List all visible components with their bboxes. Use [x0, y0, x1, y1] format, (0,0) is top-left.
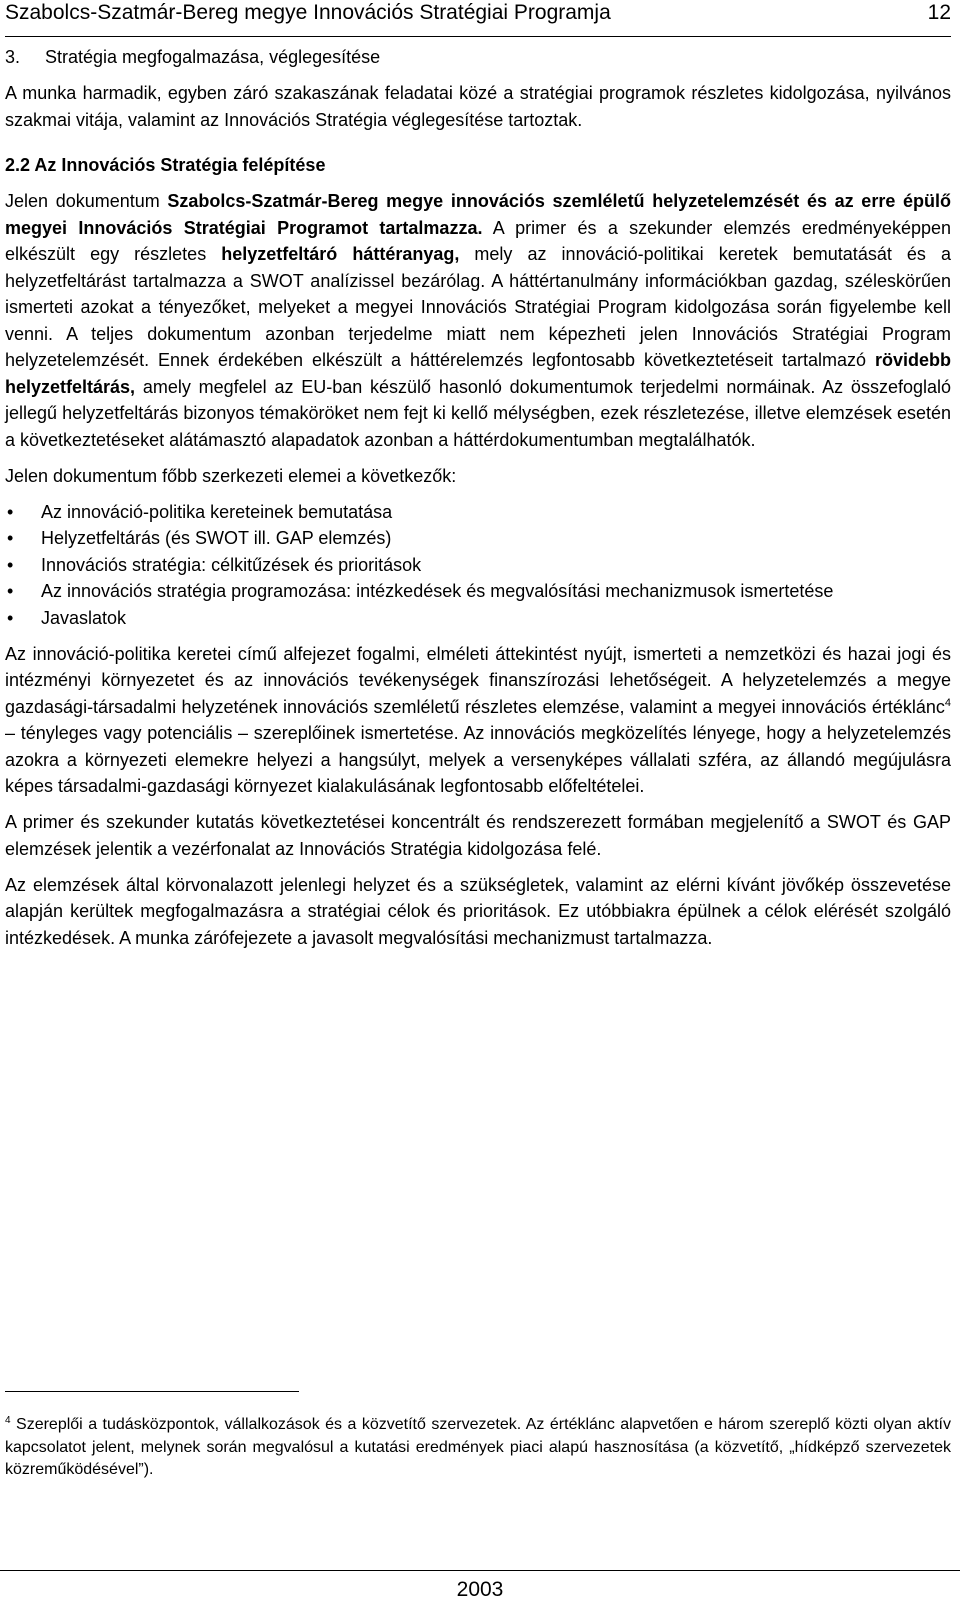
list-intro: Jelen dokumentum főbb szerkezeti elemei a következők: — [5, 465, 457, 486]
footnote — [5, 1414, 951, 1482]
list-item-text: Helyzetfeltárás (és SWOT ill. GAP elemzés) — [41, 528, 392, 548]
list-item — [5, 552, 951, 579]
list-item-text: Javaslatok — [41, 607, 127, 628]
list-item-text: Az innovációs stratégia programozása: intézkedések és megvalósítási mechanizmusok ismertetése — [41, 581, 834, 601]
p2-text-b: – tényleges vagy potenciális – szereplőinek ismertetése. Az innovációs megközelítés lényege, hogy a helyzetelemzés azokra a környezeti elemekre helyezi a hangsúlyt, melyek a versenyképes vállalati szféra, az állandó megújulásra képes társadalmi-gazdasági környezet kialakulásának legfontosabb előfeltételei. — [5, 723, 951, 796]
p1-text-4: amely megfelel az EU-ban készülő hasonló dokumentumok terjedelmi normáinak. Az összefoglaló jellegű helyzetfeltárás bizonyos témaköröket nem fejt ki kellő mélységben, ezek részletezése, illetve elemzések esetén a következtetéseket alátámasztó alapadatok azonban a háttérdokumentumban megtalálhatók. — [5, 376, 951, 450]
list-item — [5, 525, 951, 552]
page-footer — [0, 1570, 960, 1601]
bullet-icon: • — [7, 528, 14, 548]
page-content — [5, 44, 951, 951]
list-item-text: Az innováció-politika kereteinek bemutatása — [41, 501, 393, 522]
swot-paragraph: A primer és szekunder kutatás következtetései koncentrált és rendszerezett formában megjelenítő a SWOT és GAP elemzések jelentik a vezérfonalat az Innovációs Stratégia kidolgozása felé. — [5, 812, 951, 859]
section-3-number: 3. — [5, 47, 21, 67]
footer-year: 2003 — [456, 1578, 504, 1601]
structure-list — [5, 499, 951, 632]
list-item — [5, 499, 951, 526]
footnote-text: Szereplői a tudásközpontok, vállalkozások és a közvetítő szervezetek. Az értéklánc alapvetően e három szereplő közti olyan aktív kapcsolatot jelent, melynek során megvalósul a kutatási eredmények piaci alapú hasznosítása (a közvetítő, „hídképző szervezetek közreműködésével”). — [5, 1416, 951, 1478]
p1-bold-1: Szabolcs-Szatmár-Bereg megye innovációs szemléletű helyzetelemzését és az erre épülő megyei Innovációs Stratégiai Programot tartalmazza. — [5, 191, 951, 238]
list-item — [5, 605, 951, 632]
footnote-number: 4 — [5, 1415, 11, 1426]
p1-text-2: A primer és a szekunder elemzés eredményeképpen elkészült egy részletes — [5, 217, 951, 264]
p1-bold-2: helyzetfeltáró háttéranyag, — [221, 244, 460, 264]
footnote-reference[interactable]: 4 — [944, 696, 951, 709]
p2-text-a: Az innováció-politika keretei című alfejezet fogalmi, elméleti áttekintést nyújt, ismerteti a nemzetközi és hazai jogi és intézményi környezetet és az innovációs tevékenységek finanszírozási lehetőségeit. A helyzetelemzés a megye gazdasági-társadalmi helyzetének innovációs szemléletű részletes elemzése, valamint a megyei innovációs értéklánc — [5, 643, 951, 717]
p1-text-1: Jelen dokumentum — [5, 191, 168, 211]
list-item — [5, 578, 951, 605]
section-2-2-heading: 2.2 Az Innovációs Stratégia felépítése — [5, 155, 326, 175]
page-header — [5, 0, 951, 37]
footnote-separator — [5, 1391, 299, 1392]
section-3-title: Stratégia megfogalmazása, véglegesítése — [45, 47, 381, 67]
bullet-icon: • — [7, 607, 14, 628]
framework-paragraph — [5, 641, 951, 800]
bullet-icon: • — [7, 581, 14, 601]
structure-paragraph — [5, 188, 951, 453]
p1-text-3: mely az innováció-politikai keretek bemutatását és a helyzetfeltárást tartalmazza a SWOT analízissel bezárólag. A háttértanulmány információkban gazdag, széleskörűen ismerteti azokat a tényezőket, melyeket a megyei Innovációs Stratégiai Program kidolgozása során figyelembe kell venni. A teljes dokumentum azonban terjedelme miatt nem képezheti jelen Innovációs Stratégiai Program helyzetelemzését. Ennek érdekében elkészült a háttérelemzés legfontosabb következtetéseit tartalmazó — [5, 244, 951, 370]
page-number: 12 — [927, 1, 951, 24]
bullet-icon: • — [7, 501, 14, 522]
section-3-heading — [5, 44, 951, 71]
section-3-paragraph: A munka harmadik, egyben záró szakaszának feladatai közé a stratégiai programok részletes kidolgozása, nyilvános szakmai vitája, valamint az Innovációs Stratégia véglegesítése tartoztak. — [5, 83, 951, 130]
list-item-text: Innovációs stratégia: célkitűzések és prioritások — [41, 554, 422, 575]
header-title: Szabolcs-Szatmár-Bereg megye Innovációs Stratégiai Programja — [5, 1, 611, 24]
goals-paragraph: Az elemzések által körvonalazott jelenlegi helyzet és a szükségletek, valamint az elérni kívánt jövőkép összevetése alapján kerültek megfogalmazásra a stratégiai célok és prioritások. Ez utóbbiakra épülnek a célok elérését szolgáló intézkedések. A munka zárófejezete a javasolt megvalósítási mechanizmust tartalmazza. — [5, 874, 951, 948]
bullet-icon: • — [7, 554, 14, 575]
p1-bold-3: rövidebb helyzetfeltárás, — [5, 350, 951, 397]
